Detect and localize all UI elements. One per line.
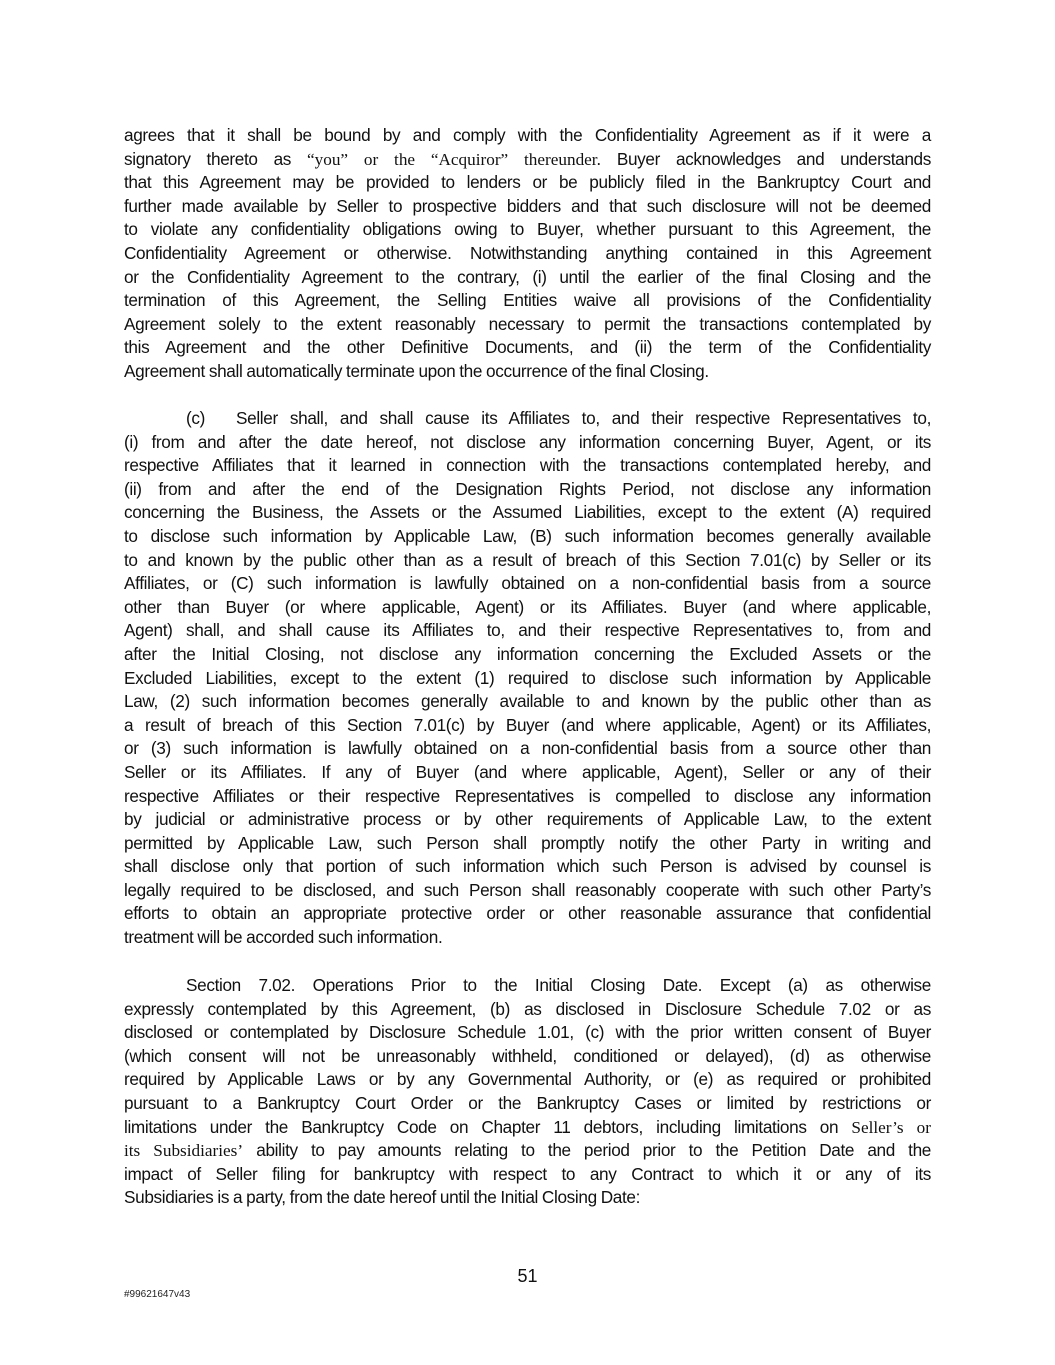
text-line: Confidentiality Agreement or otherwise. Notwithstanding anything contained in this Agreement bbox=[124, 242, 931, 263]
text-line: permitted by Applicable Law, such Person shall promptly notify the other Party in writing and bbox=[124, 832, 931, 853]
text-line: or the Confidentiality Agreement to the contrary, (i) until the earlier of the final Closing and the bbox=[124, 266, 931, 287]
text-line: further made available by Seller to prospective bidders and that such disclosure will not be deemed bbox=[124, 195, 931, 216]
text-fragment-serif: its Subsidiaries’ bbox=[124, 1141, 244, 1161]
text-line: required by Applicable Laws or by any Governmental Authority, or (e) as required or prohibited bbox=[124, 1069, 931, 1090]
text-line: termination of this Agreement, the Selling Entities waive all provisions of the Confidentiality bbox=[124, 290, 931, 311]
text-line: respective Affiliates or their respective Representatives is compelled to disclose any information bbox=[124, 785, 931, 806]
quoted-terms: “you” or the “Acquiror” thereunder. bbox=[307, 149, 601, 169]
text-line: this Agreement and the other Definitive Documents, and (ii) the term of the Confidentiality bbox=[124, 337, 931, 358]
text-line: that this Agreement may be provided to lenders or be publicly filed in the Bankruptcy Court and bbox=[124, 172, 931, 193]
text-line bbox=[124, 1116, 931, 1140]
text-line: a result of breach of this Section 7.01(c) by Buyer (and where applicable, Agent) or its Affiliates, bbox=[124, 714, 931, 735]
text-line bbox=[124, 1139, 931, 1163]
text-line: concerning the Business, the Assets or the Assumed Liabilities, except to the extent (A) required bbox=[124, 502, 931, 523]
text-fragment: ability to pay amounts relating to the period prior to the Petition Date and the bbox=[243, 1140, 931, 1161]
text-line: efforts to obtain an appropriate protective order or other reasonable assurance that confidential bbox=[124, 903, 931, 924]
text-fragment: Except (a) as otherwise bbox=[702, 975, 931, 995]
text-line: Seller or its Affiliates. If any of Buyer (and where applicable, Agent), Seller or any of their bbox=[124, 761, 931, 782]
text-line: shall disclose only that portion of such information which such Person is advised by counsel is bbox=[124, 856, 931, 877]
text-line: (i) from and after the date hereof, not disclose any information concerning Buyer, Agent, or its bbox=[124, 431, 931, 452]
text-fragment: Seller shall, and shall cause its Affiliates to, and their respective Representatives to, bbox=[236, 408, 931, 428]
text-line: disclosed or contemplated by Disclosure Schedule 1.01, (c) with the prior written consent of Buyer bbox=[124, 1022, 931, 1043]
text-line: (ii) from and after the end of the Designation Rights Period, not disclose any information bbox=[124, 478, 931, 499]
document-id: #99621647v43 bbox=[124, 1289, 191, 1300]
paragraph-confidentiality-continuation bbox=[124, 124, 931, 384]
text-line: Agreement shall automatically terminate upon the occurrence of the final Closing. bbox=[124, 360, 709, 381]
text-fragment: limitations under the Bankruptcy Code on Chapter 11 debtors, including limitations on bbox=[124, 1116, 852, 1137]
text-line: to violate any confidentiality obligations owing to Buyer, whether pursuant to this Agreement, the bbox=[124, 219, 931, 240]
text-line bbox=[124, 148, 931, 172]
text-line: expressly contemplated by this Agreement, (b) as disclosed in Disclosure Schedule 7.02 or as bbox=[124, 998, 931, 1019]
text-line: to disclose such information by Applicable Law, (B) such information becomes generally available bbox=[124, 525, 931, 546]
text-line: impact of Seller filing for bankruptcy with respect to any Contract to which it or any of its bbox=[124, 1163, 931, 1184]
text-line: Excluded Liabilities, except to the extent (1) required to disclose such information by Applicable bbox=[124, 667, 931, 688]
text-fragment-serif: Seller’s or bbox=[851, 1117, 932, 1137]
text-line bbox=[124, 974, 931, 998]
text-line: Agreement solely to the extent reasonably necessary to permit the transactions contemplated by bbox=[124, 313, 931, 334]
text-line: agrees that it shall be bound by and comply with the Confidentiality Agreement as if it were a bbox=[124, 125, 931, 145]
text-fragment: Buyer acknowledges and understands bbox=[600, 148, 931, 169]
text-line: legally required to be disclosed, and such Person shall reasonably cooperate with such other Party’s bbox=[124, 879, 931, 900]
text-line: Affiliates, or (C) such information is lawfully obtained on a non-confidential basis from a source bbox=[124, 573, 931, 594]
section-heading: Section 7.02. Operations Prior to the Initial Closing Date. bbox=[186, 975, 703, 995]
text-line: (which consent will not be unreasonably withheld, conditioned or delayed), (d) as otherwise bbox=[124, 1045, 931, 1066]
text-fragment: signatory thereto as bbox=[124, 148, 308, 169]
text-line: Law, (2) such information becomes generally available to and known by the public other than as bbox=[124, 691, 931, 712]
text-line bbox=[124, 407, 931, 431]
page-number: 51 bbox=[517, 1266, 538, 1286]
text-line: after the Initial Closing, not disclose any information concerning the Excluded Assets or the bbox=[124, 643, 931, 664]
paragraph-c-disclosure bbox=[124, 407, 931, 950]
text-line: treatment will be accorded such information. bbox=[124, 927, 443, 948]
text-line: to and known by the public other than as a result of breach of this Section 7.01(c) by Seller or its bbox=[124, 549, 931, 570]
section-7-02-operations bbox=[124, 974, 931, 1210]
text-line: pursuant to a Bankruptcy Court Order or the Bankruptcy Cases or limited by restrictions or bbox=[124, 1092, 931, 1113]
text-line: by judicial or administrative process or by other requirements of Applicable Law, to the extent bbox=[124, 809, 931, 830]
text-line: Agent) shall, and shall cause its Affiliates to, and their respective Representatives to, from and bbox=[124, 620, 931, 641]
text-line: Subsidiaries is a party, from the date hereof until the Initial Closing Date: bbox=[124, 1187, 641, 1208]
text-line: other than Buyer (or where applicable, Agent) or its Affiliates. Buyer (and where applicable, bbox=[124, 596, 931, 617]
clause-label: (c) bbox=[186, 408, 205, 428]
text-line: respective Affiliates that it learned in connection with the transactions contemplated hereby, and bbox=[124, 455, 931, 476]
text-line: or (3) such information is lawfully obtained on a non-confidential basis from a source other than bbox=[124, 738, 931, 759]
